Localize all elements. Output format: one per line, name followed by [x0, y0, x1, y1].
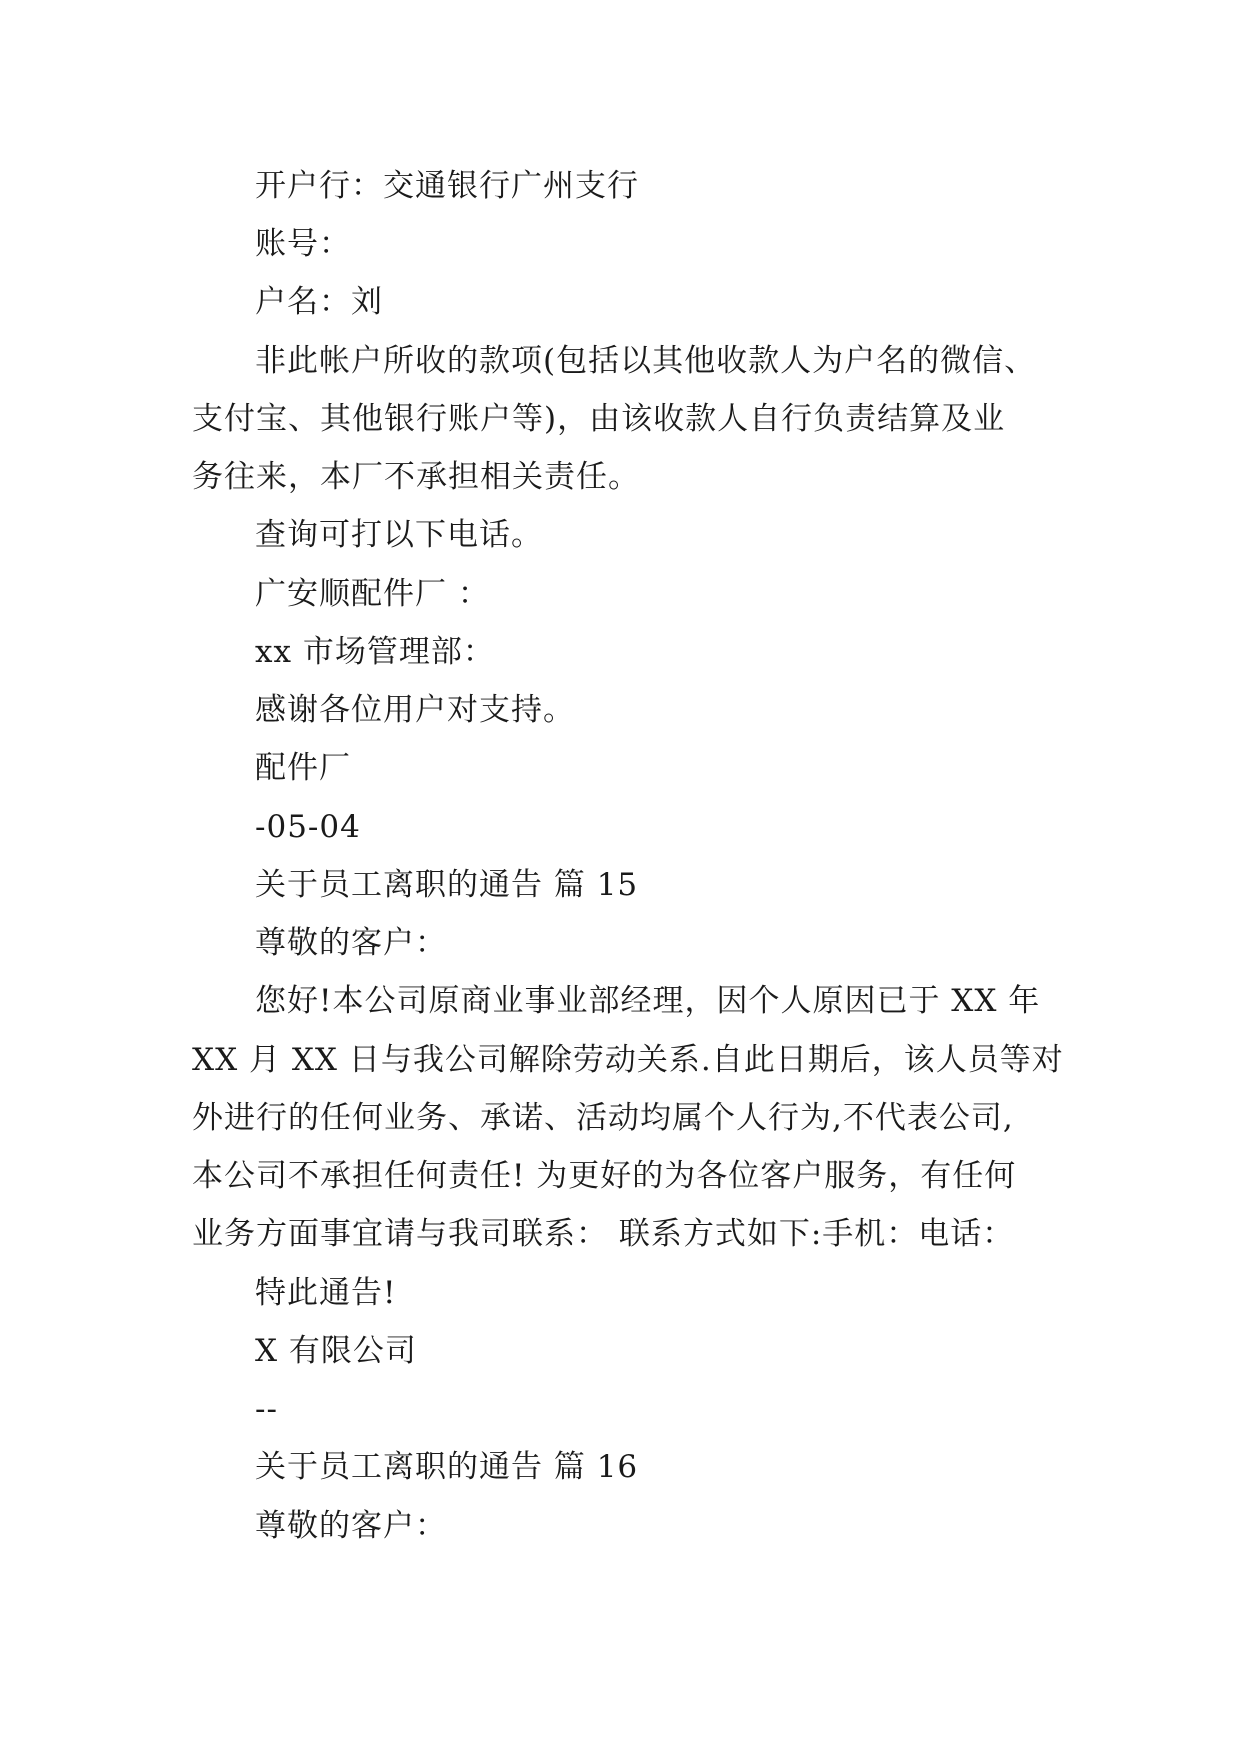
text-line: 务往来，本厂不承担相关责任。 [192, 459, 640, 495]
text-line: 尊敬的客户： [255, 925, 447, 961]
text-line: 业务方面事宜请与我司联系： 联系方式如下:手机：电话： [192, 1216, 1015, 1252]
text-line: 账号： [255, 226, 351, 262]
text-line: 户名：刘 [255, 284, 383, 320]
text-line: 本公司不承担任何责任! 为更好的为各位客户服务，有任何 [192, 1158, 1017, 1194]
text-line: 非此帐户所收的款项(包括以其他收款人为户名的微信、 [255, 343, 1037, 379]
text-line: -- [255, 1391, 278, 1427]
text-line: 尊敬的客户： [255, 1508, 447, 1544]
text-line: 特此通告! [255, 1275, 397, 1311]
text-line: 感谢各位用户对支持。 [255, 692, 575, 728]
text-line: 广安顺配件厂 ： [255, 576, 490, 612]
text-line: XX 月 XX 日与我公司解除劳动关系.自此日期后，该人员等对 [192, 1042, 1064, 1078]
text-line: 支付宝、其他银行账户等)，由该收款人自行负责结算及业 [192, 401, 1006, 437]
text-line: 外进行的任何业务、承诺、活动均属个人行为,不代表公司, [192, 1100, 1014, 1136]
text-line: 配件厂 [255, 750, 351, 786]
text-line: 开户行：交通银行广州支行 [255, 168, 639, 204]
text-line: -05-04 [255, 809, 361, 845]
text-line: X 有限公司 [255, 1333, 417, 1369]
text-line: xx 市场管理部： [255, 634, 495, 670]
section-heading: 关于员工离职的通告 篇 16 [255, 1449, 639, 1485]
section-heading: 关于员工离职的通告 篇 15 [255, 867, 639, 903]
text-line: 您好!本公司原商业事业部经理，因个人原因已于 XX 年 [255, 983, 1041, 1019]
text-line: 查询可打以下电话。 [255, 517, 543, 553]
